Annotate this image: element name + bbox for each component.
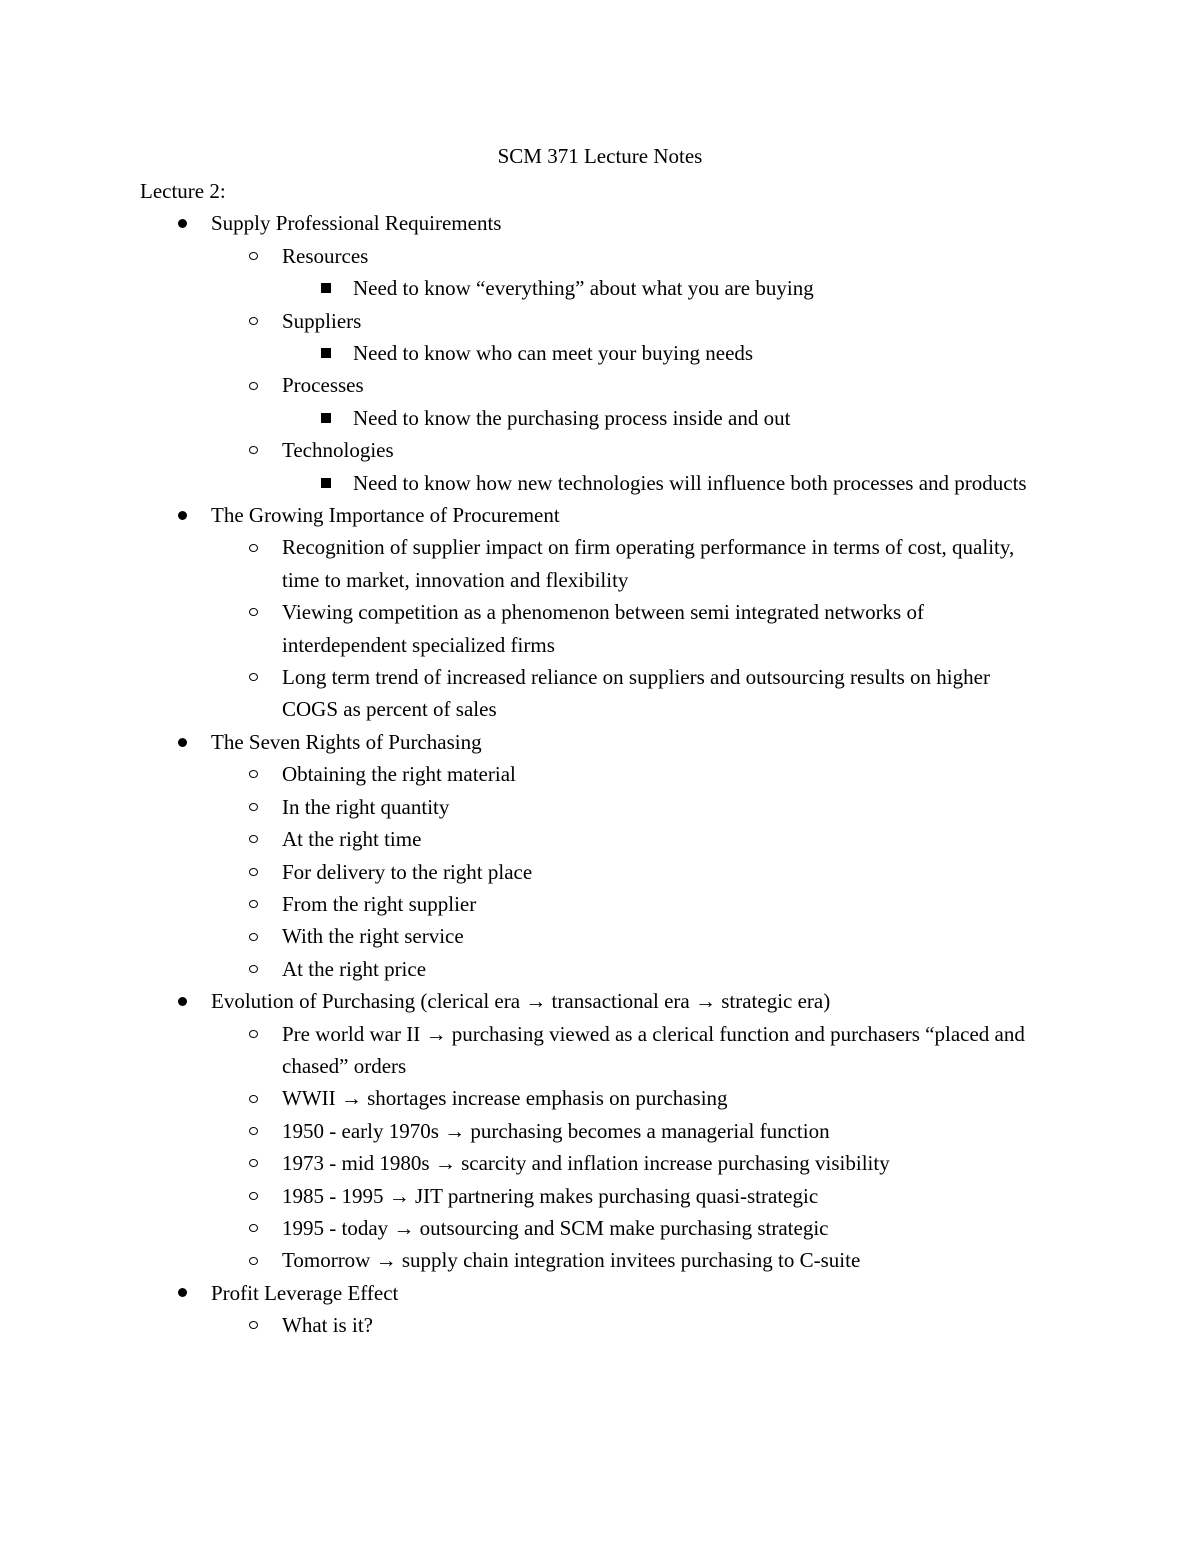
bullet-square-icon [321,402,331,434]
bullet-circle-icon [249,1309,258,1341]
section-item [140,726,1040,985]
bullet-circle-icon [249,661,258,693]
bullet-circle-icon [249,1018,258,1050]
bullet-circle-icon [249,1082,258,1114]
sub-list [211,240,1040,499]
list-item-text: Processes [282,373,364,398]
list-item [211,305,1040,370]
list-item [211,856,1040,888]
bullet-circle-icon [249,920,258,952]
bullet-square-icon [321,467,331,499]
bullet-dot-icon [178,726,187,758]
list-item [211,1147,1040,1179]
list-item [211,1018,1040,1083]
bullet-circle-icon [249,596,258,628]
document-title: SCM 371 Lecture Notes [497,144,703,168]
list-item [211,1180,1040,1212]
sub-sub-list [282,272,1040,304]
bullet-circle-icon [249,791,258,823]
list-item [211,791,1040,823]
list-item [211,1082,1040,1114]
list-item-text: In the right quantity [282,794,450,819]
sub-list [211,1018,1040,1277]
list-item [211,369,1040,434]
list-item-text: At the right price [282,956,427,981]
list-item [211,1309,1040,1341]
section-heading: The Growing Importance of Procurement [211,503,560,528]
list-item [211,1212,1040,1244]
list-item-text: With the right service [282,924,464,949]
list-item-text: Pre world war II → purchasing viewed as a clerical function and purchasers “placed and chased” orders [282,1021,1025,1078]
list-item [211,758,1040,790]
list-item [211,1115,1040,1147]
sub-sub-list [282,467,1040,499]
bullet-dot-icon [178,207,187,239]
list-item [282,402,1040,434]
bullet-circle-icon [249,758,258,790]
list-item-text: 1950 - early 1970s → purchasing becomes a managerial function [282,1118,830,1143]
section-heading: Profit Leverage Effect [211,1280,399,1305]
list-item-text: Technologies [282,438,394,463]
list-item [211,823,1040,855]
list-item [282,467,1040,499]
list-item [211,920,1040,952]
bullet-circle-icon [249,953,258,985]
bullet-circle-icon [249,434,258,466]
section-item [140,985,1040,1277]
bullet-circle-icon [249,1115,258,1147]
sub-list [211,1309,1040,1341]
bullet-circle-icon [249,888,258,920]
section-item [140,499,1040,726]
list-item-text: Long term trend of increased reliance on suppliers and outsourcing results on higher COGS as percent of sales [282,665,990,722]
list-item-text: Tomorrow → supply chain integration invitees purchasing to C-suite [282,1248,861,1273]
list-item [282,337,1040,369]
list-item-text: Need to know the purchasing process inside and out [353,405,791,430]
bullet-circle-icon [249,1147,258,1179]
list-item-text: At the right time [282,827,422,852]
sub-sub-list [282,402,1040,434]
list-item [211,434,1040,499]
bullet-dot-icon [178,985,187,1017]
bullet-circle-icon [249,1212,258,1244]
list-item-text: Obtaining the right material [282,762,516,787]
bullet-circle-icon [249,240,258,272]
bullet-square-icon [321,272,331,304]
list-item-text: 1973 - mid 1980s → scarcity and inflation increase purchasing visibility [282,1151,890,1176]
list-item-text: Need to know who can meet your buying needs [353,341,754,366]
list-item-text: 1985 - 1995 → JIT partnering makes purchasing quasi-strategic [282,1183,819,1208]
list-item-text: 1995 - today → outsourcing and SCM make purchasing strategic [282,1215,829,1240]
list-item-text: Suppliers [282,308,362,333]
list-item-text: Need to know how new technologies will influence both processes and products [353,470,1027,495]
lecture-label: Lecture 2: [140,179,226,203]
list-item-text: From the right supplier [282,891,477,916]
list-item [211,531,1040,596]
section-item [140,1277,1040,1342]
list-item-text: Need to know “everything” about what you are buying [353,276,814,301]
list-item-text: For delivery to the right place [282,859,533,884]
notes-body [140,175,1040,1342]
sub-list [211,758,1040,985]
list-item [211,240,1040,305]
outline-list [140,207,1040,1341]
bullet-circle-icon [249,305,258,337]
bullet-dot-icon [178,499,187,531]
list-item-text: Resources [282,243,369,268]
list-item-text: Recognition of supplier impact on firm operating performance in terms of cost, quality, time to market, innovation and flexibility [282,535,1015,592]
sub-sub-list [282,337,1040,369]
list-item [211,596,1040,661]
list-item [211,661,1040,726]
bullet-circle-icon [249,1244,258,1276]
bullet-circle-icon [249,1180,258,1212]
list-item-text: Viewing competition as a phenomenon between semi integrated networks of interdependent specialized firms [282,600,924,657]
bullet-dot-icon [178,1277,187,1309]
list-item [211,953,1040,985]
list-item [211,1244,1040,1276]
bullet-circle-icon [249,369,258,401]
section-item [140,207,1040,499]
section-heading: Supply Professional Requirements [211,211,502,236]
sub-list [211,531,1040,725]
bullet-square-icon [321,337,331,369]
bullet-circle-icon [249,823,258,855]
list-item [282,272,1040,304]
list-item-text: WWII → shortages increase emphasis on purchasing [282,1086,728,1111]
bullet-circle-icon [249,531,258,563]
bullet-circle-icon [249,856,258,888]
section-heading: Evolution of Purchasing (clerical era → transactional era → strategic era) [211,989,831,1014]
list-item-text: What is it? [282,1313,373,1338]
list-item [211,888,1040,920]
section-heading: The Seven Rights of Purchasing [211,729,482,754]
